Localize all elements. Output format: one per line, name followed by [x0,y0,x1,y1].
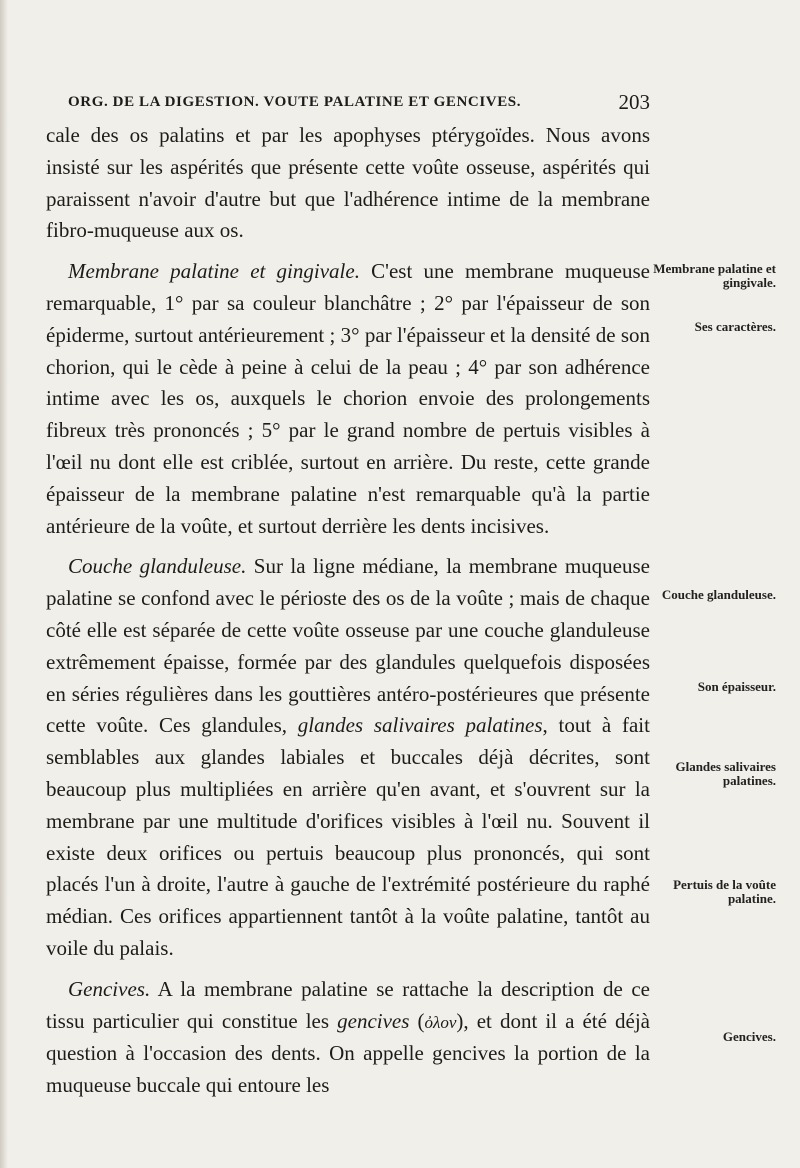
margin-note-epaisseur: Son épaisseur. [697,679,776,694]
margin-note-caracteres: Ses caractères. [694,319,776,334]
paragraph-continuation: cale des os palatins et par les apophyses ptérygoïdes. Nous avons insisté sur les aspérités que présente cette voûte osseuse, aspérités qui paraissent n'avoir d'autre but que l'adhérence intime de la membrane fibro-muqueuse aux os. [46,123,650,243]
page-header [68,90,650,116]
section-heading-couche: Couche glanduleuse. [68,554,247,579]
greek-term: ὀλον [424,1012,457,1032]
paragraph-couche-glanduleuse: Couche glanduleuse. Sur la ligne médiane, la membrane muqueuse palatine se confond avec le périoste des os de la voûte ; mais de chaque côté elle est séparée de cette voûte osseuse par une couche glanduleuse extrêmement épaisse, formée par des glandules quelquefois disposées en séries régulières dans les gouttières antéro-postérieures que présente cette voûte. Ces glandules, glandes salivaires palatines, tout à fait semblables aux glandes labiales et buccales déjà décrites, sont beaucoup plus multipliées en arrière qu'en avant, et s'ouvrent sur la membrane par une multitude d'orifices visibles à l'œil nu. Souvent il existe deux orifices ou pertuis beaucoup plus prononcés, qui sont placés l'un à droite, l'autre à gauche de l'extrémité postérieure du raphé médian. Ces orifices appartiennent tantôt à la voûte palatine, tantôt au voile du palais. [46,554,650,960]
section-heading-membrane: Membrane palatine et gingivale. [68,259,360,284]
paragraph-membrane-palatine: Membrane palatine et gingivale. C'est une membrane muqueuse remarquable, 1° par sa couleur blanchâtre ; 2° par l'épaisseur de son épiderme, surtout antérieurement ; 3° par l'épaisseur et la densité de son chorion, qui le cède à peine à celui de la peau ; 4° par son adhérence intime avec les os, auxquels le chorion envoie des prolongements fibreux très prononcés ; 5° par le grand nombre de pertuis visibles à l'œil nu dont elle est criblée, surtout en arrière. Du reste, cette grande épaisseur de la membrane palatine n'est remarquable qu'à la partie antérieure de la voûte, et surtout derrière les dents incisives. [46,259,650,538]
margin-note-glandes: Glandes salivaires palatines. [675,759,776,788]
section-heading-gencives: Gencives. [68,976,151,1001]
margin-note-pertuis: Pertuis de la voûte palatine. [673,877,776,906]
term-glandes-salivaires: glandes salivaires palatines [297,713,543,738]
margin-note-gencives: Gencives. [722,1029,776,1044]
margin-note-membrane: Membrane palatine et gingivale. [653,261,776,290]
page-edge-shadow [0,0,8,1168]
paragraph-gencives: Gencives. A la membrane palatine se rattache la description de ce tissu particulier qui constitue les gencives (ὀλον), et dont il a été déjà question à l'occasion des dents. On appelle gencives la portion de la muqueuse buccale qui entoure les [46,976,650,1098]
margin-note-couche: Couche glanduleuse. [661,587,776,602]
body-text [46,120,650,1102]
term-gencives: gencives [337,1008,410,1033]
margin-notes [652,0,792,1168]
page-number: 203 [618,90,650,114]
running-title: ORG. DE LA DIGESTION. VOUTE PALATINE ET GENCIVES. [68,94,522,110]
